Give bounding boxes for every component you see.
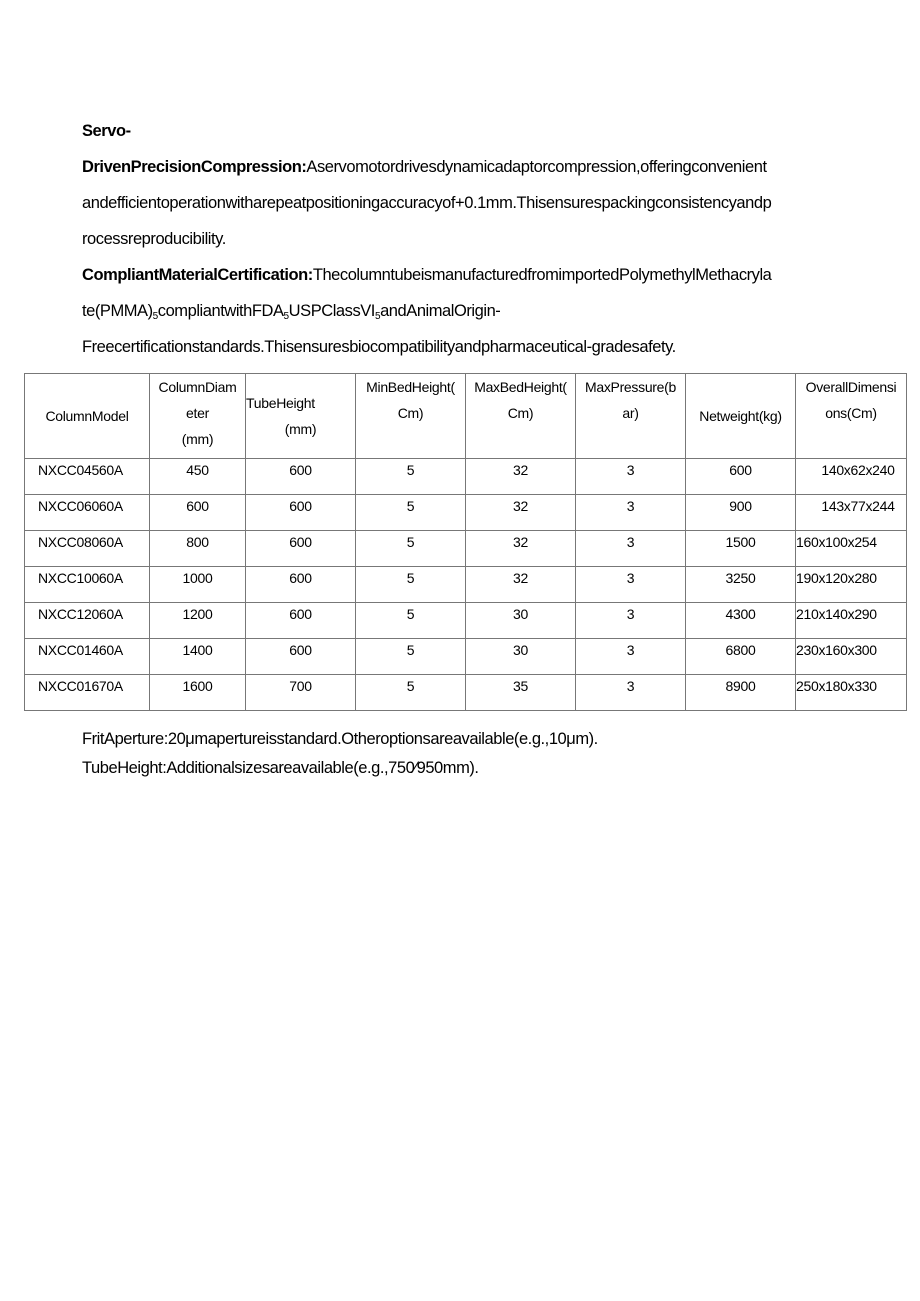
cell-net-weight: 600 xyxy=(686,459,796,495)
header-max-bed-line2: Cm) xyxy=(507,405,534,421)
cell-dims: 230x160x300 xyxy=(796,639,907,675)
cell-net-weight: 8900 xyxy=(686,675,796,711)
subscript-2: 5 xyxy=(283,311,289,322)
cell-max-bed: 32 xyxy=(466,459,576,495)
feature-material-line2 xyxy=(82,293,910,329)
cell-dims: 160x100x254 xyxy=(796,531,907,567)
cell-tube-height: 600 xyxy=(246,531,356,567)
table-body xyxy=(25,459,907,711)
table-row xyxy=(25,675,907,711)
cell-max-pressure: 3 xyxy=(576,459,686,495)
feature-heading-material: CompliantMaterialCertification: xyxy=(82,266,313,284)
header-min-bed-line2: Cm) xyxy=(397,405,424,421)
header-diameter-line1: ColumnDiam xyxy=(158,379,237,395)
cell-max-pressure: 3 xyxy=(576,603,686,639)
cell-model: NXCC12060A xyxy=(25,603,150,639)
subscript-1: 5 xyxy=(152,311,158,322)
cell-net-weight: 900 xyxy=(686,495,796,531)
cell-net-weight: 3250 xyxy=(686,567,796,603)
feature-heading-servo-part1: Servo- xyxy=(82,122,131,140)
header-tube-height-line1: TubeHeight xyxy=(246,395,315,411)
cell-diameter: 1000 xyxy=(150,567,246,603)
cell-diameter: 800 xyxy=(150,531,246,567)
column-spec-table xyxy=(24,373,907,711)
cell-dims: 190x120x280 xyxy=(796,567,907,603)
header-max-bed-line1: MaxBedHeight( xyxy=(474,379,567,395)
cell-min-bed: 5 xyxy=(356,459,466,495)
cell-tube-height: 600 xyxy=(246,567,356,603)
cell-max-pressure: 3 xyxy=(576,531,686,567)
cell-model: NXCC01460A xyxy=(25,639,150,675)
cell-min-bed: 5 xyxy=(356,639,466,675)
cell-model: NXCC08060A xyxy=(25,531,150,567)
notes-block xyxy=(82,725,910,783)
feature-material-text-3: Freecertificationstandards.Thisensuresbiocompatibilityandpharmaceutical-gradesafety. xyxy=(82,338,676,356)
table-row xyxy=(25,603,907,639)
cell-tube-height: 600 xyxy=(246,603,356,639)
cell-min-bed: 5 xyxy=(356,567,466,603)
feature-material-text-2a: te(PMMA) xyxy=(82,302,153,320)
cell-diameter: 450 xyxy=(150,459,246,495)
cell-max-pressure: 3 xyxy=(576,639,686,675)
cell-min-bed: 5 xyxy=(356,675,466,711)
cell-model: NXCC04560A xyxy=(25,459,150,495)
feature-material-line1 xyxy=(82,257,910,293)
table-row xyxy=(25,459,907,495)
cell-tube-height: 600 xyxy=(246,459,356,495)
feature-text-block xyxy=(82,113,910,365)
cell-diameter: 1600 xyxy=(150,675,246,711)
header-diameter-line3: (mm) xyxy=(181,431,214,447)
header-min-bed-line1: MinBedHeight( xyxy=(366,379,455,395)
cell-diameter: 1400 xyxy=(150,639,246,675)
header-overall-dims-line2: ons(Cm) xyxy=(825,405,877,421)
cell-dims: 250x180x330 xyxy=(796,675,907,711)
cell-max-pressure: 3 xyxy=(576,567,686,603)
cell-net-weight: 1500 xyxy=(686,531,796,567)
table-row xyxy=(25,639,907,675)
header-min-bed-height xyxy=(356,374,466,459)
feature-heading-servo-part2: DrivenPrecisionCompression: xyxy=(82,158,307,176)
cell-max-bed: 32 xyxy=(466,567,576,603)
cell-min-bed: 5 xyxy=(356,531,466,567)
cell-net-weight: 4300 xyxy=(686,603,796,639)
cell-max-pressure: 3 xyxy=(576,675,686,711)
cell-max-bed: 30 xyxy=(466,603,576,639)
table-header-row xyxy=(25,374,907,459)
header-max-pressure xyxy=(576,374,686,459)
cell-net-weight: 6800 xyxy=(686,639,796,675)
header-column-diameter xyxy=(150,374,246,459)
feature-servo-text-1: Aservomotordrivesdynamicadaptorcompression,offeringconvenient xyxy=(306,158,767,176)
header-max-pressure-line2: ar) xyxy=(622,405,639,421)
cell-model: NXCC10060A xyxy=(25,567,150,603)
cell-dims: 210x140x290 xyxy=(796,603,907,639)
note-tube-height: TubeHeight:Additionalsizesareavailable(e.g.,750⁄950mm). xyxy=(82,759,479,777)
cell-dims: 143x77x244 xyxy=(796,495,907,531)
table-row xyxy=(25,495,907,531)
feature-material-text-2c: USPClassVI xyxy=(288,302,375,320)
table-row xyxy=(25,531,907,567)
header-column-model: ColumnModel xyxy=(25,374,150,459)
feature-servo-text-2: andefficientoperationwitharepeatpositioningaccuracyof+0.1mm.Thisensurespackingconsistencyandp xyxy=(82,194,772,212)
header-tube-height xyxy=(246,374,356,459)
header-diameter-line2: eter xyxy=(186,405,209,421)
feature-material-text-2b: compliantwithFDA xyxy=(157,302,284,320)
cell-min-bed: 5 xyxy=(356,495,466,531)
cell-model: NXCC06060A xyxy=(25,495,150,531)
cell-max-bed: 32 xyxy=(466,531,576,567)
header-max-bed-height xyxy=(466,374,576,459)
header-max-pressure-line1: MaxPressure(b xyxy=(584,379,677,395)
cell-max-pressure: 3 xyxy=(576,495,686,531)
subscript-3: 5 xyxy=(374,311,381,322)
header-tube-height-line2: (mm) xyxy=(284,421,317,437)
cell-dims: 140x62x240 xyxy=(796,459,907,495)
note-frit-aperture: FritAperture:20μmapertureisstandard.Otheroptionsareavailable(e.g.,10μm). xyxy=(82,730,598,748)
table-row xyxy=(25,567,907,603)
header-net-weight: Netweight(kg) xyxy=(686,374,796,459)
header-overall-dimensions xyxy=(796,374,907,459)
cell-tube-height: 700 xyxy=(246,675,356,711)
cell-max-bed: 35 xyxy=(466,675,576,711)
cell-max-bed: 30 xyxy=(466,639,576,675)
cell-diameter: 1200 xyxy=(150,603,246,639)
feature-servo-text-3: rocessreproducibility. xyxy=(82,230,226,248)
feature-material-text-1: ThecolumntubeismanufacturedfromimportedPolymethylMethacryla xyxy=(312,266,772,284)
cell-model: NXCC01670A xyxy=(25,675,150,711)
feature-material-text-2d: andAnimalOrigin- xyxy=(380,302,501,320)
cell-tube-height: 600 xyxy=(246,495,356,531)
feature-servo-line1 xyxy=(82,149,910,185)
cell-min-bed: 5 xyxy=(356,603,466,639)
header-overall-dims-line1: OverallDimensi xyxy=(805,379,897,395)
cell-tube-height: 600 xyxy=(246,639,356,675)
cell-diameter: 600 xyxy=(150,495,246,531)
cell-max-bed: 32 xyxy=(466,495,576,531)
